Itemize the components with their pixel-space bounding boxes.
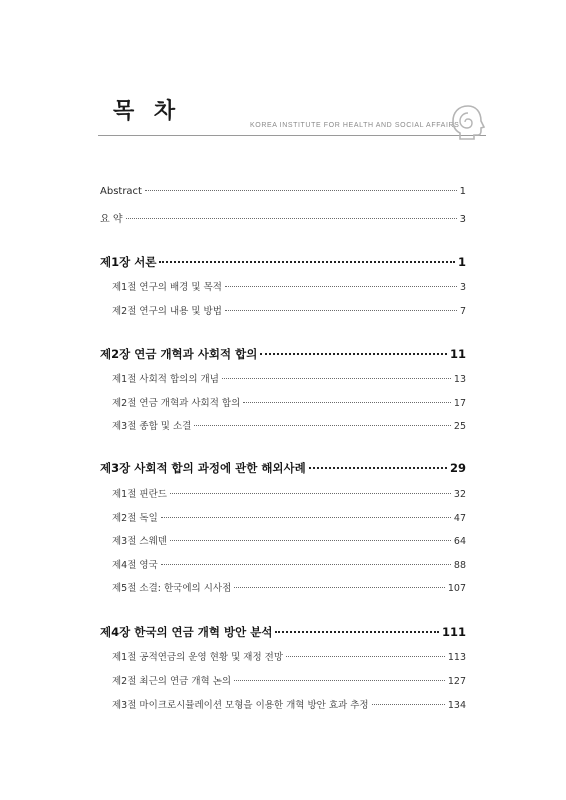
head-silhouette-icon [448,102,488,142]
toc-chapter-page: 1 [457,255,466,269]
toc-section-page: 134 [447,700,466,711]
toc-section[interactable] [112,279,466,293]
toc-section[interactable] [112,697,466,711]
toc-entry-abstract[interactable] [100,186,466,197]
leader-dots [145,190,457,191]
toc-section-page: 107 [447,583,466,594]
leader-dots [170,540,451,541]
toc-section-label: 제2절 최근의 연금 개혁 논의 [112,676,232,687]
toc-entry-label: 요 약 [100,214,123,225]
toc-section-page: 25 [453,421,466,432]
toc-section-label: 제2절 연구의 내용 및 방법 [112,306,222,317]
toc-chapter-label: 제1장 서론 [100,255,157,269]
toc-section[interactable] [112,533,466,547]
toc-chapter-label: 제3장 사회적 합의 과정에 관한 해외사례 [100,461,306,475]
toc-section[interactable] [112,486,466,500]
leader-dots [309,467,447,469]
toc-section[interactable] [112,649,466,663]
toc-section[interactable] [112,580,466,594]
toc-section-label: 제1절 핀란드 [112,489,167,500]
toc-section-page: 32 [453,489,466,500]
leader-dots [225,310,457,311]
toc-section[interactable] [112,418,466,432]
toc-section-label: 제3절 종합 및 소결 [112,421,192,432]
page-header [0,0,566,150]
toc-section-label: 제2절 독일 [112,513,158,524]
leader-dots [159,261,455,263]
toc-section[interactable] [112,510,466,524]
toc-entry-page: 3 [459,214,466,225]
toc-section-label: 제2절 연금 개혁과 사회적 합의 [112,398,241,409]
toc-chapter-4[interactable] [100,624,466,640]
toc-section-page: 7 [459,306,466,317]
leader-dots [170,493,451,494]
toc-chapter-page: 11 [449,347,466,361]
leader-dots [234,587,445,588]
toc-entry-summary[interactable] [100,210,466,225]
toc-section-label: 제4절 영국 [112,560,158,571]
leader-dots [275,631,439,633]
header-divider [98,135,486,136]
leader-dots [222,378,451,379]
toc-chapter-2[interactable] [100,346,466,362]
toc-section[interactable] [112,303,466,317]
toc-section-page: 64 [453,536,466,547]
toc-section[interactable] [112,557,466,571]
leader-dots [286,656,445,657]
toc-section-label: 제1절 사회적 합의의 개념 [112,374,219,385]
toc-section[interactable] [112,395,466,409]
leader-dots [372,704,445,705]
toc-chapter-page: 29 [449,461,466,475]
toc-section-label: 제3절 스웨덴 [112,536,167,547]
toc-section-label: 제1절 연구의 배경 및 목적 [112,282,222,293]
toc-chapter-3[interactable] [100,460,466,476]
toc-chapter-label: 제2장 연금 개혁과 사회적 합의 [100,347,258,361]
toc-section-page: 113 [447,652,466,663]
toc-section-page: 17 [453,398,466,409]
toc-section[interactable] [112,673,466,687]
toc-entry-label: Abstract [100,186,142,197]
toc-entry-page: 1 [459,186,466,197]
toc-section-label: 제1절 공적연금의 운영 현황 및 재정 전망 [112,652,283,663]
toc-section-label: 제5절 소결: 한국에의 시사점 [112,583,232,594]
toc-section-page: 127 [447,676,466,687]
toc-section-page: 13 [453,374,466,385]
leader-dots [225,286,457,287]
toc-chapter-label: 제4장 한국의 연금 개혁 방안 분석 [100,625,273,639]
leader-dots [161,517,451,518]
leader-dots [126,218,457,219]
toc-chapter-page: 111 [441,625,466,639]
institute-name: KOREA INSTITUTE FOR HEALTH AND SOCIAL AFFAIRS [250,122,460,129]
leader-dots [194,425,451,426]
toc-section-page: 47 [453,513,466,524]
leader-dots [234,680,445,681]
leader-dots [260,353,447,355]
toc-section[interactable] [112,371,466,385]
toc-chapter-1[interactable] [100,254,466,270]
leader-dots [161,564,451,565]
toc-section-label: 제3절 마이크로시뮬레이션 모형을 이용한 개혁 방안 효과 추정 [112,700,369,711]
leader-dots [243,402,451,403]
toc-section-page: 3 [459,282,466,293]
page-title: 목 차 [113,99,182,124]
toc-section-page: 88 [453,560,466,571]
